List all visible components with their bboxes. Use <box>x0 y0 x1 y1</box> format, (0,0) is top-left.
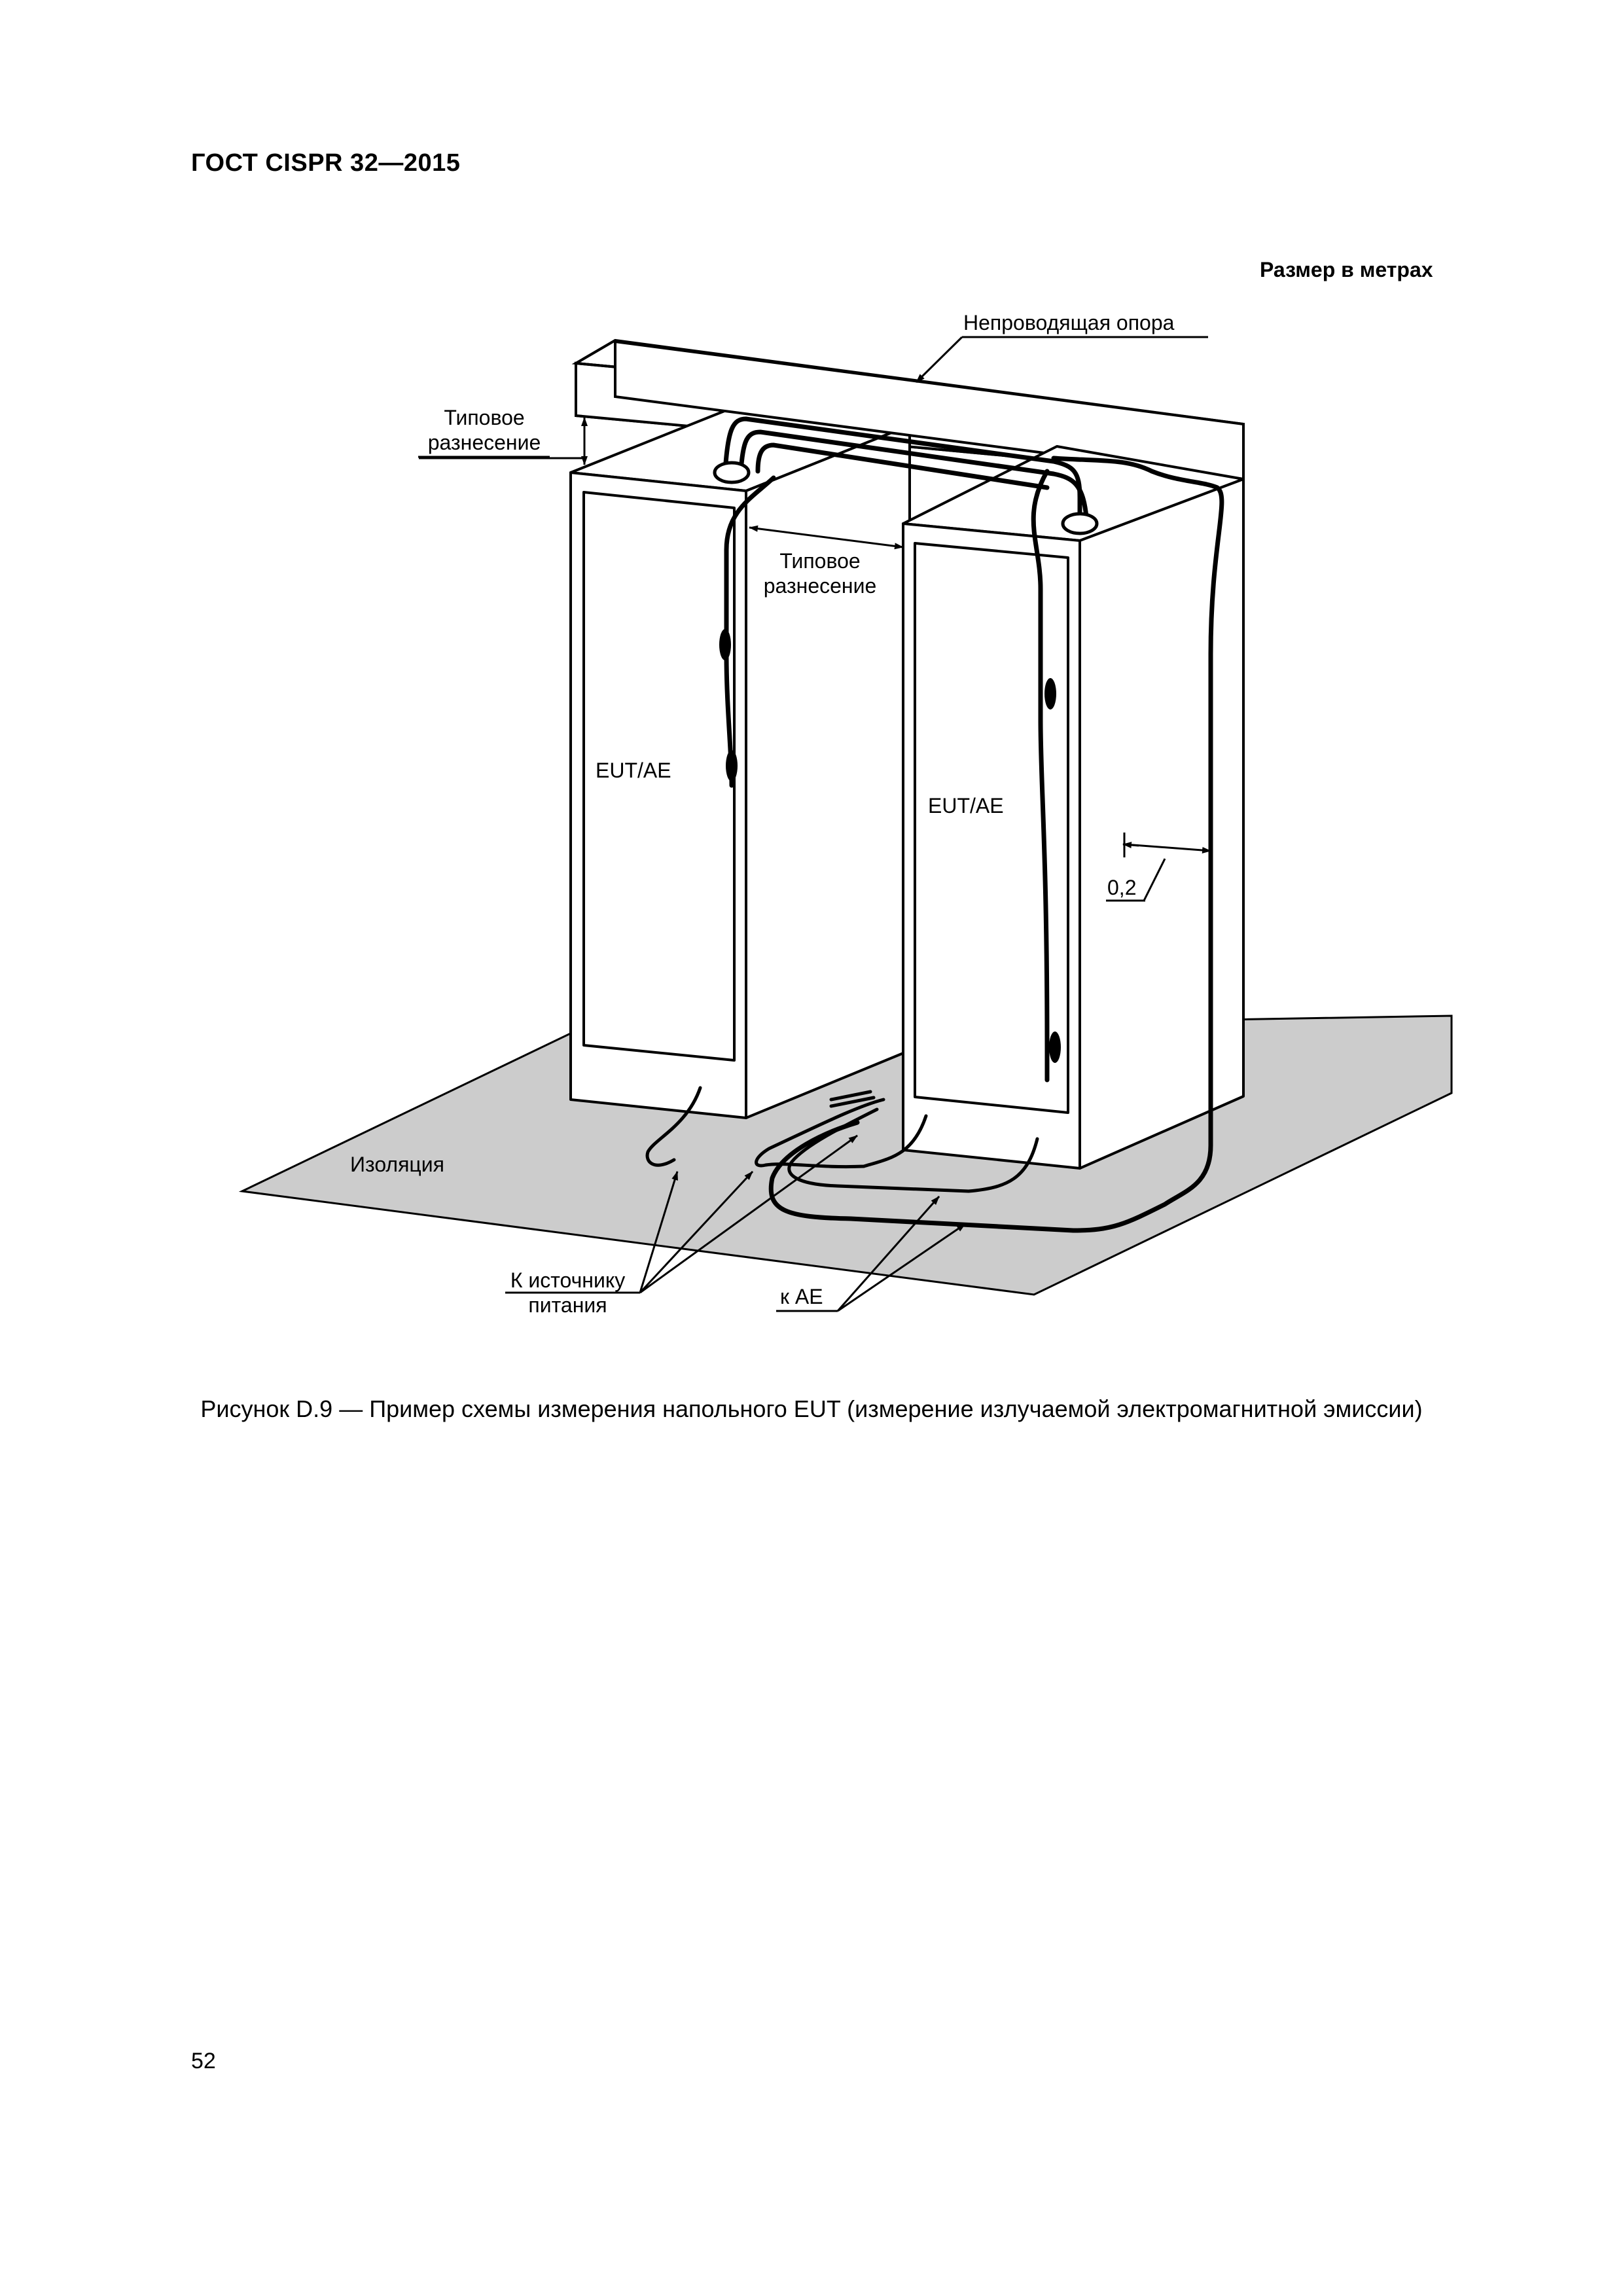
units-note: Размер в метрах <box>1260 258 1433 281</box>
eut-ae-left-label: EUT/AE <box>596 759 671 782</box>
eut-ae-right-label: EUT/AE <box>928 794 1004 817</box>
figure-caption: Рисунок D.9 — Пример схемы измерения напольного EUT (измерение излучаемой электромагнитной эмиссии) <box>200 1395 1423 1422</box>
to-power-label: К источнику питания <box>510 1268 626 1317</box>
typical-spacing-mid-label: Типовое разнесение <box>763 549 877 598</box>
page-number: 52 <box>191 2049 216 2073</box>
insulation-label: Изоляция <box>350 1153 444 1176</box>
typical-spacing-top-label: Типовое разнесение <box>427 406 541 454</box>
page-header: ГОСТ CISPR 32—2015 <box>191 149 461 177</box>
to-ae-label: к AE <box>780 1285 823 1308</box>
dimension-label: 0,2 <box>1107 876 1137 899</box>
support-label: Непроводящая опора <box>963 311 1175 334</box>
support-leader <box>916 337 1208 382</box>
